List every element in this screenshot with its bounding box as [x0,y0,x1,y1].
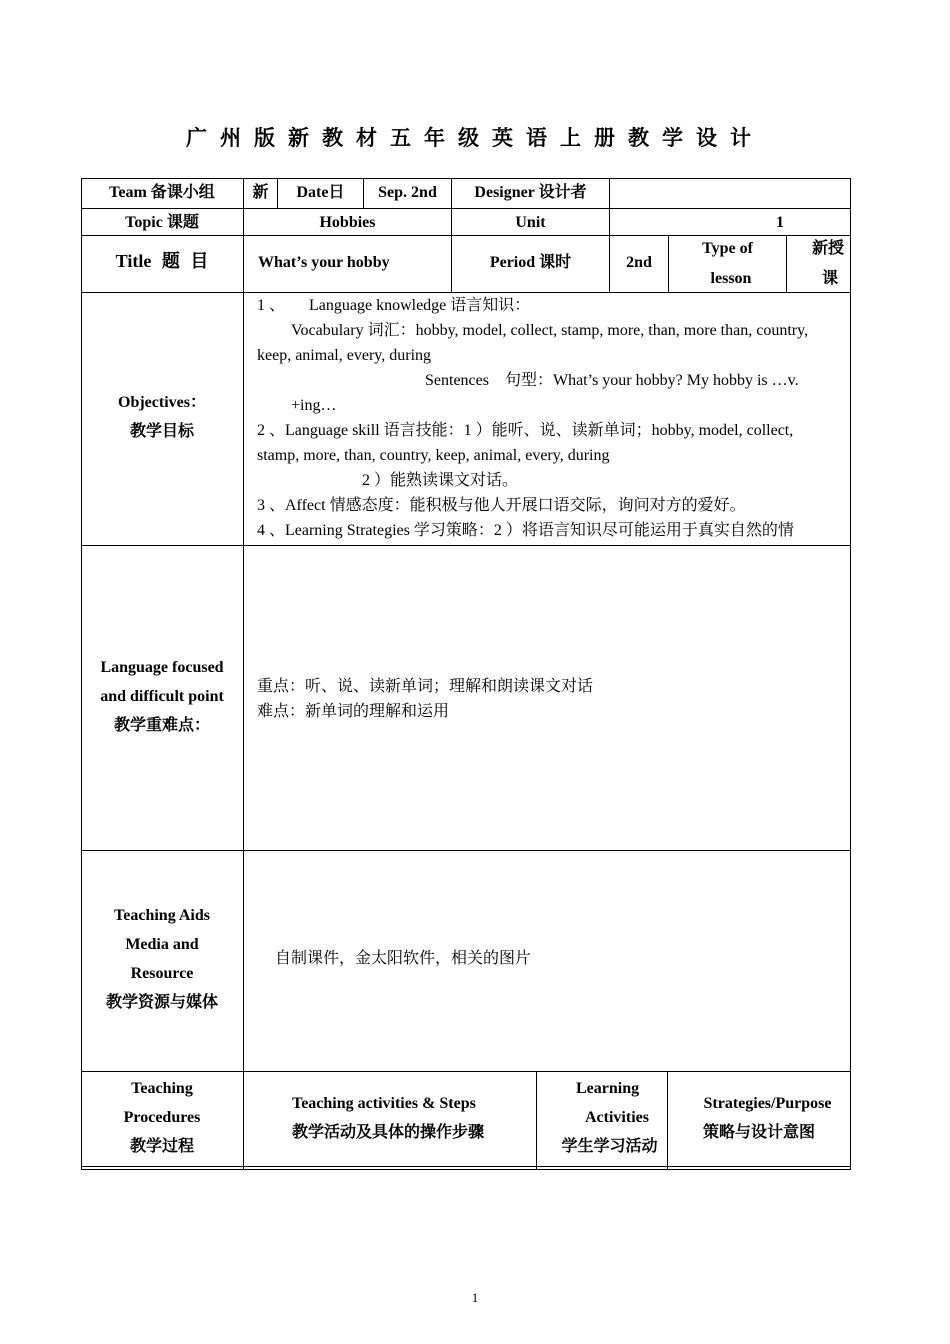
aids-label-line1: Teaching Aids [114,907,210,924]
table-rule [81,1166,851,1167]
lesson-type-label-line2: lesson [710,270,752,287]
topic-label: Topic 课题 [125,214,199,231]
table-rule [81,545,851,546]
key-point: 重点：听、说、读新单词；理解和朗读课文对话 [257,678,594,695]
learning-header-line2: Activities [585,1109,649,1126]
topic-value: Hobbies [319,214,376,231]
procedures-label-line2: Procedures [123,1109,201,1126]
objective-line: +ing… [291,397,337,414]
table-rule [81,850,851,851]
aids-content: 自制课件，金太阳软件，相关的图片 [275,950,532,967]
designer-label: Designer 设计者 [474,184,587,201]
lesson-type-value-line2: 课 [822,270,839,287]
focus-label-cn: 教学重难点： [113,717,210,734]
objective-line: stamp, more, than, country, keep, animal, every, during [257,447,610,464]
table-rule [81,1169,851,1170]
objectives-label-cn: 教学目标 [129,423,194,440]
lesson-type-value-line1: 新授 [812,240,845,257]
difficult-point: 难点：新单词的理解和运用 [257,703,450,720]
strategies-header-en: Strategies/Purpose [703,1095,832,1112]
steps-header-en: Teaching activities & Steps [292,1095,476,1112]
team-value: 新 [252,184,269,201]
page-number: 1 [471,1290,479,1305]
table-rule [81,208,851,209]
title-value: What’s your hobby [258,254,390,271]
title-label: Title 题 目 [115,251,209,271]
strategies-header-cn: 策略与设计意图 [702,1124,815,1141]
objective-line: keep, animal, every, during [257,347,432,364]
procedures-label-line1: Teaching [131,1080,193,1097]
aids-label-line2: Media and [125,936,199,953]
procedures-label-cn: 教学过程 [129,1138,194,1155]
date-value: Sep. 2nd [378,184,437,201]
aids-label-cn: 教学资源与媒体 [105,994,218,1011]
objective-line: 3 、Affect 情感态度：能积极与他人开展口语交际，询问对方的爱好。 [257,497,746,514]
objective-line: 1 、 Language knowledge 语言知识： [257,297,531,314]
unit-label: Unit [515,214,546,231]
learning-header-cn: 学生学习活动 [561,1138,658,1155]
steps-header-cn: 教学活动及具体的操作步骤 [292,1124,485,1141]
table-rule [850,178,851,1170]
focus-label-line1: Language focused [100,659,224,676]
objective-line: 2 、Language skill 语言技能：1 ）能听、说、读新单词；hobby, model, collect, [257,422,794,439]
date-label: Date日 [296,184,345,201]
objective-line: Sentences 句型：What’s your hobby? My hobby is …v. [425,372,799,389]
page-title: 广州版新教材五年级英语上册教学设计 [186,126,764,150]
objectives-label-en: Objectives： [118,394,206,411]
period-label: Period 课时 [489,254,572,271]
table-rule [243,178,244,1170]
lesson-type-label-line1: Type of [702,240,753,257]
table-rule [81,235,851,236]
objective-line: 2 ）能熟读课文对话。 [362,472,519,489]
learning-header-line1: Learning [576,1080,640,1097]
table-rule [81,1071,851,1072]
unit-value: 1 [776,214,784,231]
table-rule [81,178,851,179]
period-value: 2nd [626,254,652,271]
objective-line: Vocabulary 词汇：hobby, model, collect, stamp, more, than, more than, country, [291,322,809,339]
focus-label-line2: and difficult point [100,688,224,705]
team-label: Team 备课小组 [109,184,215,201]
objective-line: 4 、Learning Strategies 学习策略：2 ）将语言知识尽可能运用于真实自然的情 [257,522,794,539]
aids-label-line3: Resource [130,965,194,982]
